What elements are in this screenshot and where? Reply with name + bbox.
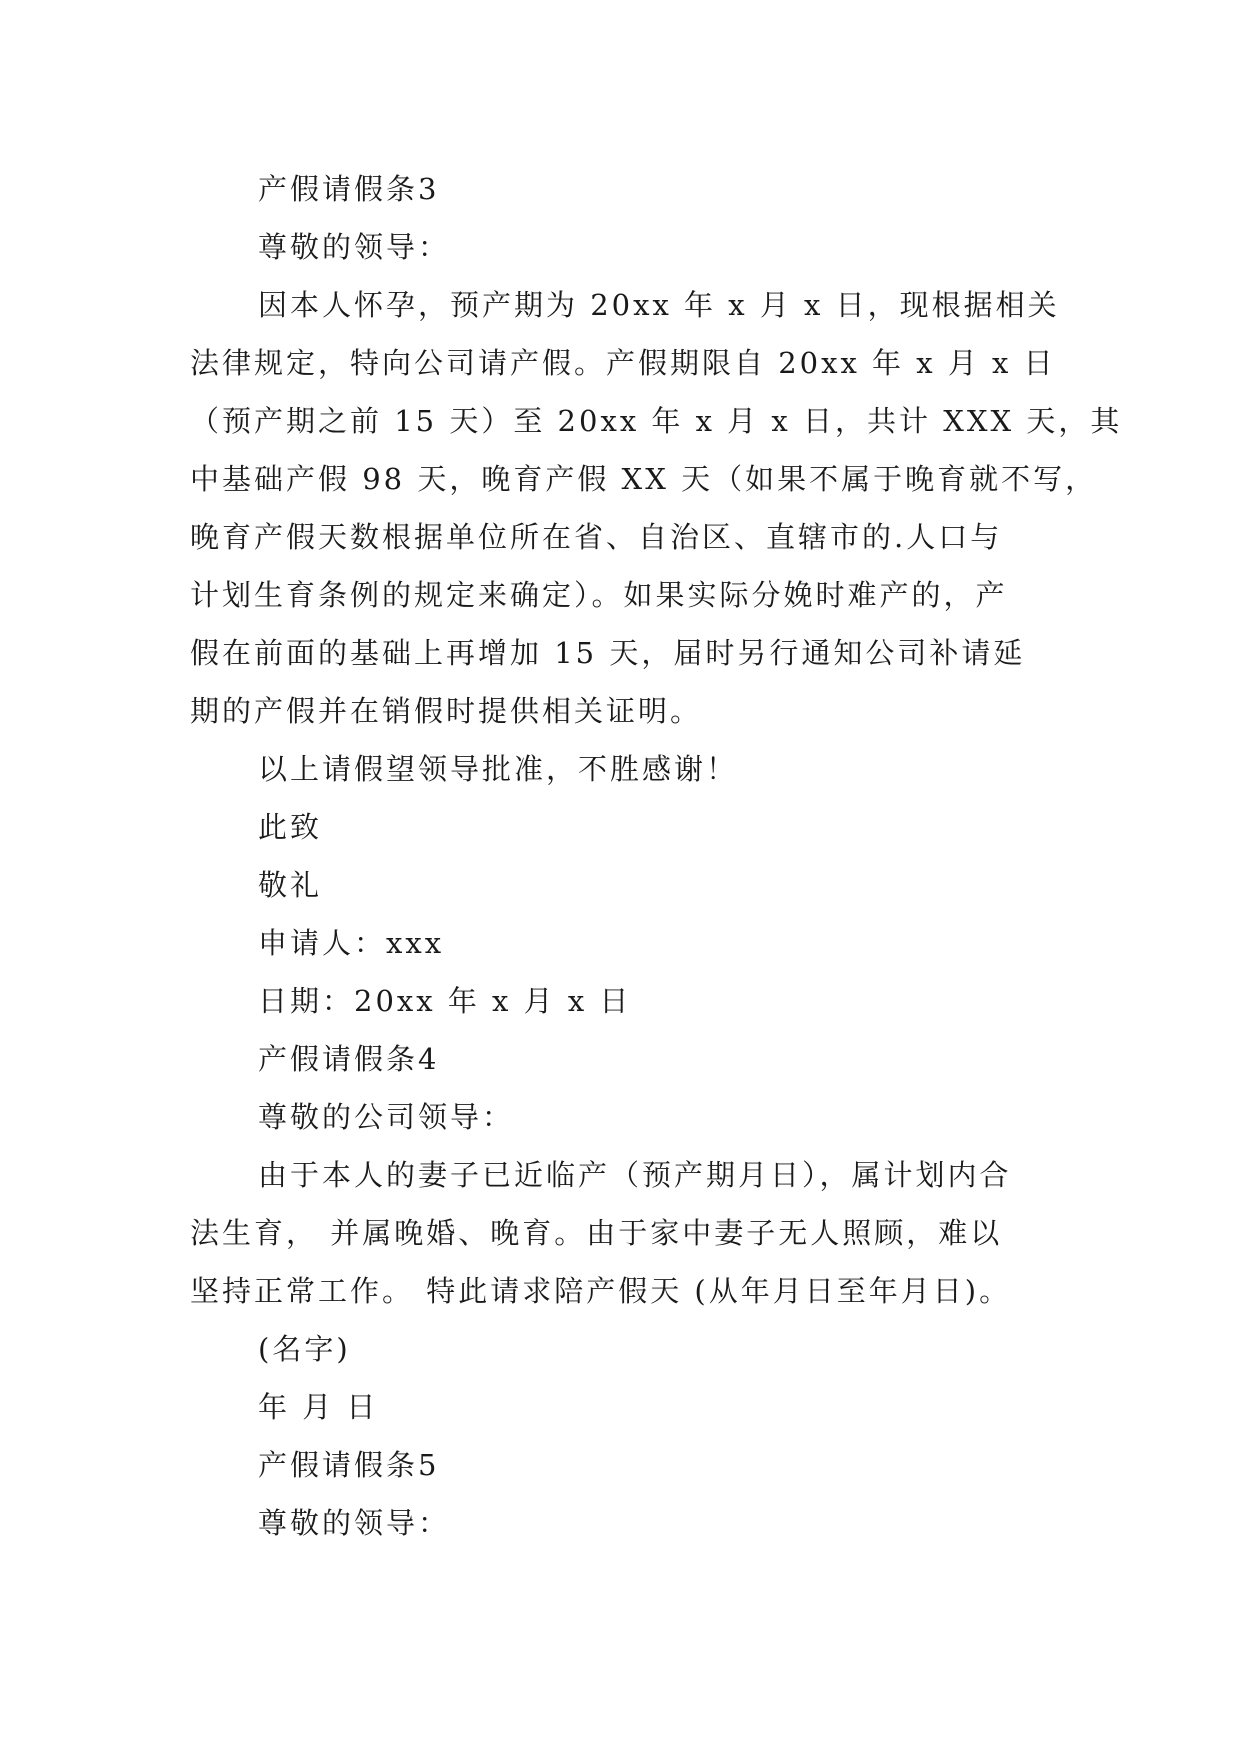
section-3-body-line: 假在前面的基础上再增加 15 天，届时另行通知公司补请延 <box>190 636 1026 670</box>
section-5-salutation: 尊敬的领导： <box>258 1506 451 1540</box>
section-3-salutation: 尊敬的领导： <box>258 230 451 264</box>
section-3-closing: 以上请假望领导批准，不胜感谢！ <box>258 752 739 786</box>
section-3-applicant: 申请人：xxx <box>258 926 445 960</box>
section-4-date: 年 月 日 <box>258 1390 379 1424</box>
section-3-regards-2: 敬礼 <box>258 868 323 902</box>
section-4-signature: (名字) <box>258 1332 351 1366</box>
section-5-title: 产假请假条5 <box>258 1448 440 1482</box>
section-3-body-line: 晚育产假天数根据单位所在省、自治区、直辖市的.人口与 <box>190 520 1003 554</box>
section-3-regards-1: 此致 <box>258 810 323 844</box>
section-3-body-line: 法律规定，特向公司请产假。产假期限自 20xx 年 x 月 x 日 <box>190 346 1056 380</box>
section-4-body-line: 法生育， 并属晚婚、晚育。由于家中妻子无人照顾，难以 <box>190 1216 1003 1250</box>
document-page <box>190 160 1123 1552</box>
section-3-date: 日期：20xx 年 x 月 x 日 <box>258 984 632 1018</box>
section-4-title: 产假请假条4 <box>258 1042 440 1076</box>
section-4-body-line: 坚持正常工作。 特此请求陪产假天 (从年月日至年月日)。 <box>190 1274 1012 1308</box>
section-4-body-line: 由于本人的妻子已近临产（预产期月日），属计划内合 <box>258 1158 1012 1192</box>
section-3-body-line: 期的产假并在销假时提供相关证明。 <box>190 694 703 728</box>
section-3-body-line: （预产期之前 15 天）至 20xx 年 x 月 x 日，共计 XXX 天，其 <box>190 404 1123 438</box>
section-3-body-line: 中基础产假 98 天，晚育产假 XX 天（如果不属于晚育就不写， <box>190 462 1098 496</box>
section-4-salutation: 尊敬的公司领导： <box>258 1100 515 1134</box>
section-3-body-line: 因本人怀孕，预产期为 20xx 年 x 月 x 日，现根据相关 <box>258 288 1060 322</box>
section-3-title: 产假请假条3 <box>258 172 440 206</box>
section-3-body-line: 计划生育条例的规定来确定）。如果实际分娩时难产的，产 <box>190 578 1008 612</box>
